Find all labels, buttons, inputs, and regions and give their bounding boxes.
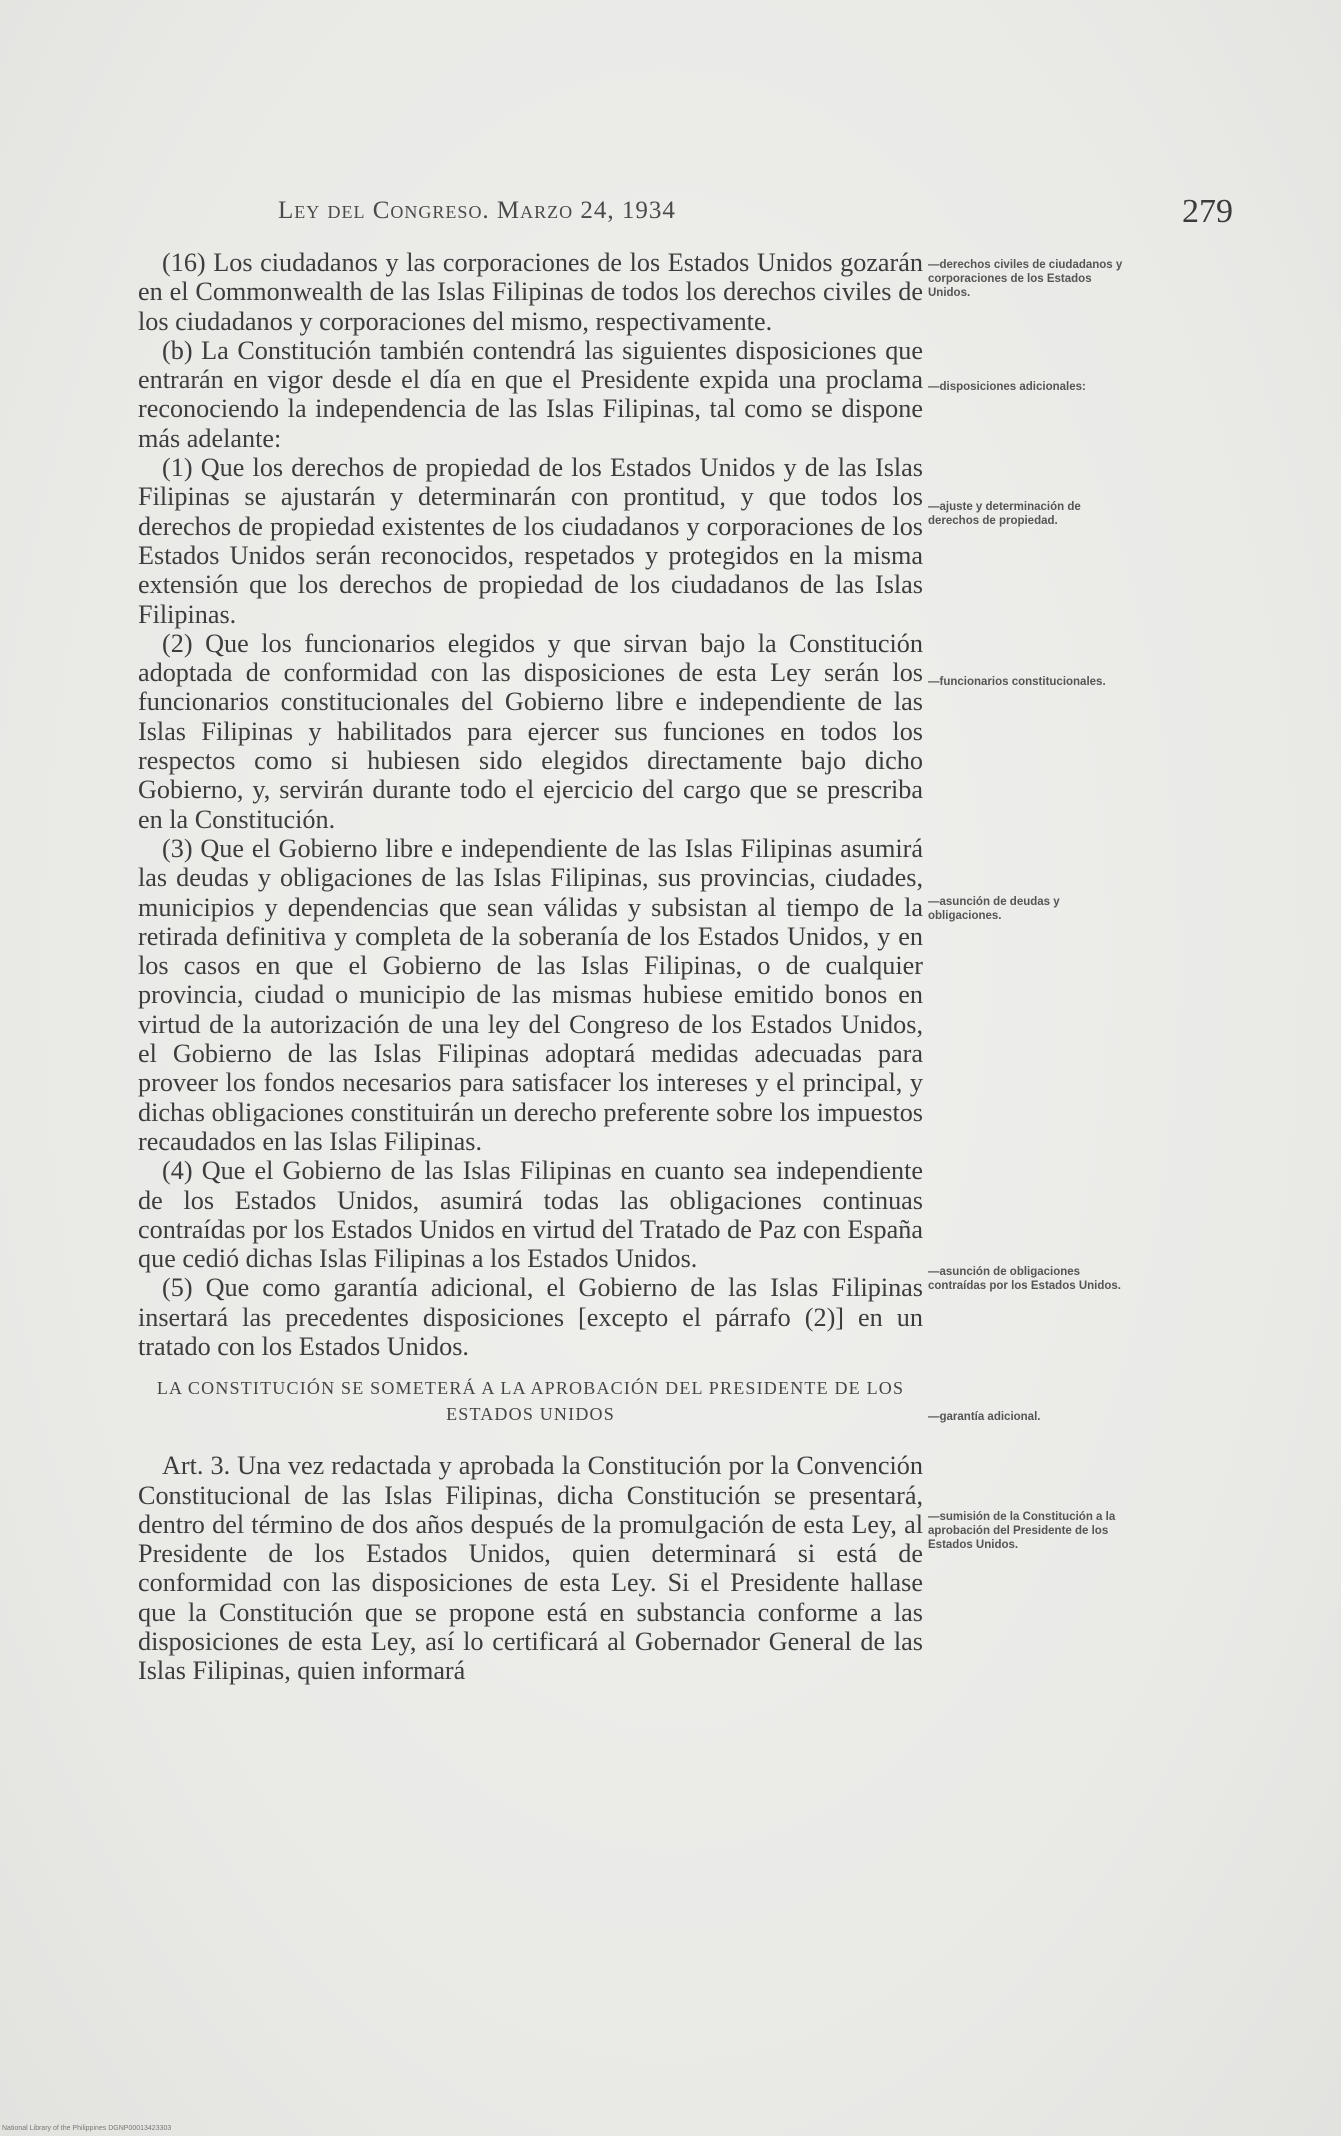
paragraph-3: (3) Que el Gobierno libre e independiente de las Islas Filipinas asumirá las deudas y obligaciones de las Islas Filipinas, sus provincias, ciudades, municipios y dependencias que sean válidas y subsistan al tiempo de la retirada definitiva y completa de la soberanía de los Estados Unidos, y en los casos en que el Gobierno de las Islas Filipinas, o de cualquier provincia, ciudad o municipio de las mismas hubiese emitido bonos en virtud de la autorización de una ley del Congreso de los Estados Unidos, el Gobierno de las Islas Filipinas adoptará medidas adecuadas para proveer los fondos necesarios para satisfacer los intereses y el principal, y dichas obligaciones constituirán un derecho preferente sobre los impuestos recaudados en las Islas Filipinas. [138,833,923,1156]
section-heading: LA CONSTITUCIÓN SE SOMETERÁ A LA APROBACIÓN DEL PRESIDENTE DE LOS ESTADOS UNIDOS [156,1378,905,1425]
margin-note-additional-provisions: —disposiciones adicionales: [928,381,1086,393]
paragraph-b: (b) La Constitución también contendrá las siguientes disposiciones que entrarán en vigor desde el día en que el Presidente expida una proclama reconociendo la independencia de las Islas Filipinas, tal como se dispone más adelante: [138,335,923,453]
margin-note-property-rights: —ajuste y determinación de derechos de propiedad. [928,501,1081,527]
margin-note-us-obligations: —asunción de obligaciones contraídas por los Estados Unidos. [928,1266,1121,1292]
paragraph-2: (2) Que los funcionarios elegidos y que sirvan bajo la Constitución adoptada de conformidad con las disposiciones de esta Ley serán los funcionarios constitucionales del Gobierno libre e independiente de las Islas Filipinas y habilitados para ejercer sus funciones en todos los respectos como si hubiesen sido elegidos directamente bajo dicho Gobierno, y, servirán durante todo el ejercicio del cargo que se prescriba en la Constitución. [138,628,923,834]
running-header [278,193,1233,237]
paragraph-16: (16) Los ciudadanos y las corporaciones de los Estados Unidos gozarán en el Commonwealth de las Islas Filipinas de todos los derechos civiles de los ciudadanos y corporaciones del mismo, respectivamente. [138,248,923,336]
paragraph-4: (4) Que el Gobierno de las Islas Filipinas en cuanto sea independiente de los Estados Unidos, asumirá todas las obligaciones continuas contraídas por los Estados Unidos en virtud del Tratado de Paz con España que cedió dichas Islas Filipinas a los Estados Unidos. [138,1156,923,1274]
article-3-paragraph: Art. 3. Una vez redactada y aprobada la Constitución por la Convención Constitucional de las Islas Filipinas, dicha Constitución se presentará, dentro del término de dos años después de la promulgación de esta Ley, al Presidente de los Estados Unidos, quien determinará si está de conformidad con las disposiciones de esta Ley. Si el Presidente hallase que la Constitución que se propone está en substancia conforme a las disposiciones de esta Ley, así lo certificará al Gobernador General de las Islas Filipinas, quien informará [138,1451,923,1686]
paragraph-5: (5) Que como garantía adicional, el Gobierno de las Islas Filipinas insertará las precedentes disposiciones [excepto el párrafo (2)] en un tratado con los Estados Unidos. [138,1273,923,1361]
main-text [138,248,923,1686]
margin-note-constitutional-officers: —funcionarios constitucionales. [928,676,1106,688]
margin-note-debts: —asunción de deudas y obligaciones. [928,896,1060,922]
paragraph-1: (1) Que los derechos de propiedad de los Estados Unidos y de las Islas Filipinas se ajustarán y determinarán con prontitud, y que todos los derechos de propiedad existentes de los ciudadanos y corporaciones de los Estados Unidos serán reconocidos, respetados y protegidos en la misma extensión que los derechos de propiedad de los ciudadanos de las Islas Filipinas. [138,453,923,629]
page-number: 279 [1182,193,1233,230]
running-title: Ley del Congreso. Marzo 24, 1934 [278,197,676,224]
margin-note-additional-guarantee: —garantía adicional. [928,1411,1041,1423]
margin-note-submission: —sumisión de la Constitución a la aprobación del Presidente de los Estados Unidos. [928,1511,1116,1551]
margin-note-civil-rights: —derechos civiles de ciudadanos y corporaciones de los Estados Unidos. [928,259,1123,299]
scan-footer: National Library of the Philippines DGNP00013423303 [2,2125,172,2132]
